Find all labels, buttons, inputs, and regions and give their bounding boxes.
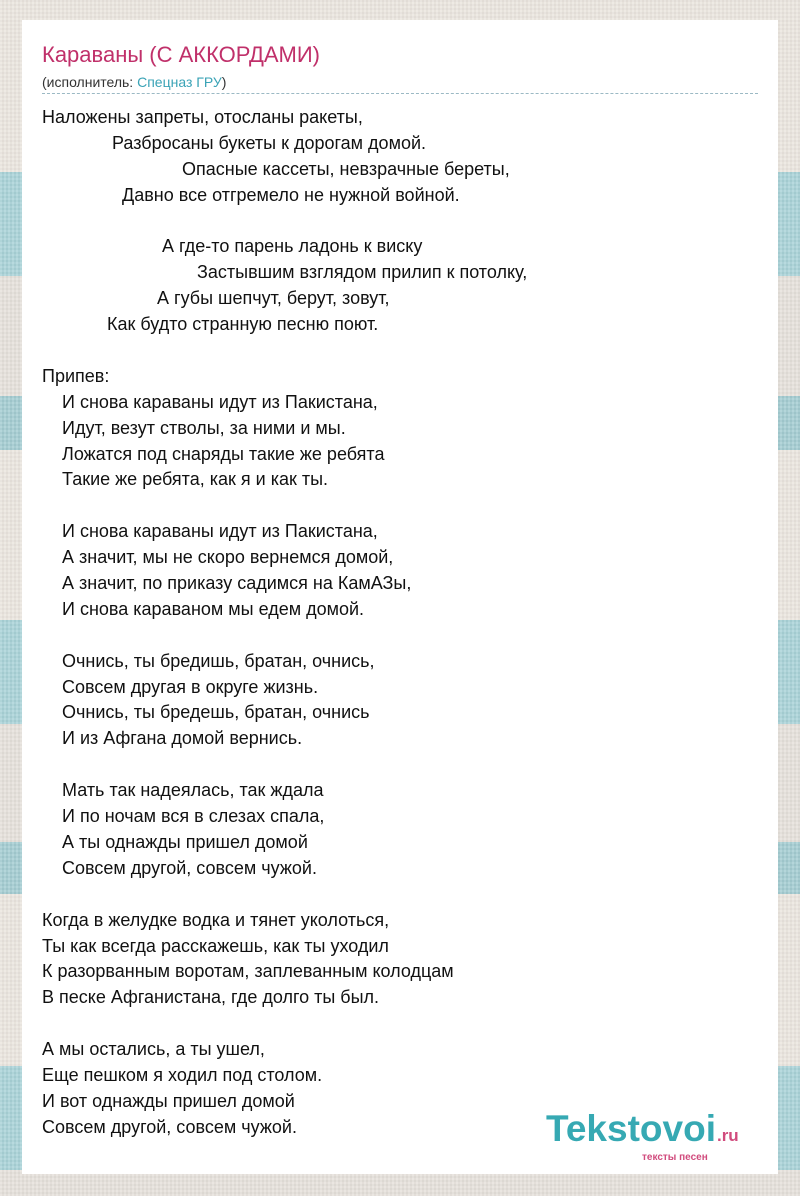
site-logo[interactable]: [546, 1108, 739, 1163]
lyric-line: Опасные кассеты, невзрачные береты,: [42, 158, 510, 179]
lyric-line: А где-то парень ладонь к виску: [42, 236, 423, 257]
lyric-line: В песке Афганистана, где долго ты был.: [42, 987, 380, 1008]
lyric-line: [42, 493, 758, 519]
lyric-line: Очнись, ты бредешь, братан, очнись: [42, 702, 370, 723]
lyric-line: А губы шепчут, берут, зовут,: [42, 288, 390, 309]
lyric-line: И вот однажды пришел домой: [42, 1090, 295, 1111]
lyrics-page: [22, 20, 778, 1174]
lyric-line: [42, 209, 758, 235]
lyric-line: А мы остались, а ты ушел,: [42, 1039, 265, 1060]
lyric-line: Давно все отгремело не нужной войной.: [42, 184, 460, 205]
lyric-line: А ты однажды пришел домой: [42, 831, 308, 852]
lyric-line: Мать так надеялась, так ждала: [42, 780, 324, 801]
lyric-line: И снова караваны идут из Пакистана,: [42, 521, 378, 542]
title-divider: [42, 93, 758, 94]
lyric-line: [42, 882, 758, 908]
lyric-line: Ложатся под снаряды такие же ребята: [42, 443, 385, 464]
lyric-line: И из Афгана домой вернись.: [42, 728, 303, 749]
artist-line: [42, 74, 226, 90]
lyric-line: Разбросаны букеты к дорогам домой.: [42, 132, 427, 153]
lyric-line: И снова караваном мы едем домой.: [42, 598, 365, 619]
artist-link[interactable]: Спецназ ГРУ: [137, 74, 222, 90]
lyric-line: А значит, мы не скоро вернемся домой,: [42, 547, 394, 568]
song-title: Караваны (С АККОРДАМИ): [42, 42, 321, 67]
lyric-line: Припев:: [42, 365, 110, 386]
lyric-line: Еще пешком я ходил под столом.: [42, 1064, 323, 1085]
lyric-line: Такие же ребята, как я и как ты.: [42, 469, 329, 490]
logo-tagline: тексты песен: [642, 1152, 708, 1163]
lyric-line: Застывшим взглядом прилип к потолку,: [42, 262, 528, 283]
lyric-line: [42, 752, 758, 778]
lyrics-text: [42, 105, 758, 1141]
lyric-line: И по ночам вся в слезах спала,: [42, 806, 325, 827]
lyric-line: Совсем другой, совсем чужой.: [42, 1116, 297, 1137]
artist-prefix: (исполнитель:: [42, 74, 138, 90]
lyric-line: Очнись, ты бредишь, братан, очнись,: [42, 650, 375, 671]
lyric-line: Наложены запреты, отосланы ракеты,: [42, 107, 363, 127]
lyric-line: Ты как всегда расскажешь, как ты уходил: [42, 935, 389, 956]
lyric-line: А значит, по приказу садимся на КамАЗы,: [42, 573, 412, 594]
lyric-line: Совсем другой, совсем чужой.: [42, 857, 317, 878]
lyric-line: [42, 1011, 758, 1037]
logo-wordmark: Tekstovoi: [546, 1108, 716, 1149]
artist-suffix: ): [221, 74, 227, 90]
lyric-line: [42, 623, 758, 649]
lyric-line: Как будто странную песню поют.: [42, 314, 379, 335]
lyric-line: Когда в желудке водка и тянет уколоться,: [42, 909, 390, 930]
lyric-line: К разорванным воротам, заплеванным колодцам: [42, 961, 454, 982]
lyric-line: Совсем другая в округе жизнь.: [42, 676, 319, 697]
lyric-line: [42, 338, 758, 364]
logo-tld: .ru: [716, 1126, 739, 1145]
lyric-line: Идут, везут стволы, за ними и мы.: [42, 417, 346, 438]
lyric-line: И снова караваны идут из Пакистана,: [42, 391, 378, 412]
